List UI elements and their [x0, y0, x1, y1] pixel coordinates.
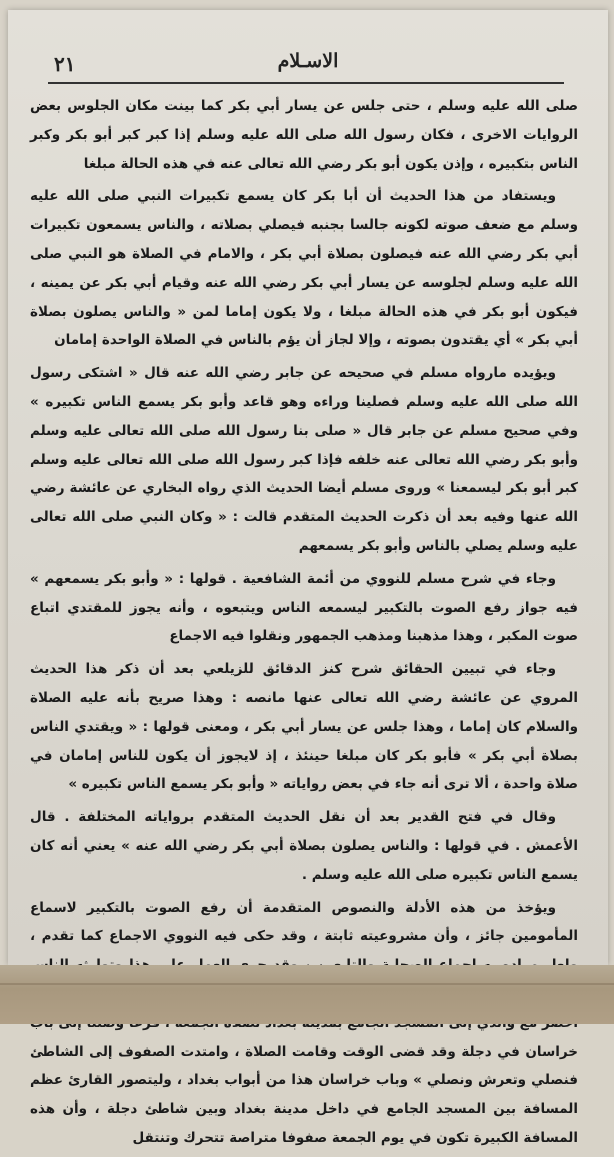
header-rule: [48, 82, 564, 84]
paragraph-7: ويؤخذ من هذه الأدلة والنصوص المتقدمة أن رفع الصوت بالتكبير لاسماع المأمومين جائز ، وأن مشروعيته ثابتة ، وقد حكى فيه النووي الاجماع كما تقدم ، خراسان في دجلة وقد قضى الوقت وقامت الصلاة ، وامتدت الصفوف إلى الشاطئ فنصلي وتعرش ونصلي » وباب خراسان هذا من أبواب بغداد ، وليتصور القارئ عظم المسافة بين المسجد الجامع في داخل مدينة بغداد وبين شاطئ دجلة ، وأن هذه المسافة الكبيرة تكون في يوم الجمعة صفوفا متراصة تتحرك وتنتقل: [30, 899, 578, 1146]
running-title: الاسـلام: [277, 50, 339, 72]
paragraph-1: صلى الله عليه وسلم ، حتى جلس عن يسار أبي بكر كما بينت مكان الجلوس بعض الروايات الاخرى ، فكان رسول الله صلى الله عليه وسلم إذا كبر كبر أبو بكر وكبر الناس بتكبيره ، وإذن يكون أبو بكر رضي الله تعالى عنه في هذه الحالة مبلغا: [30, 98, 578, 172]
paragraph-5: وجاء في تبيين الحقائق شرح كنز الدقائق للزيلعي بعد أن ذكر هذا الحديث المروي عن عائشة رضي الله تعالى عنها مانصه : وهذا صريح بأنه عليه الصلاة والسلام كان إماما ، وهذا جلس عن يسار أبي بكر ، ومعنى قولها : « ويقتدي الناس بصلاة أبي بكر » فأبو بكر كان مبلغا حينئذ ، إذ لايجوز أن يكون للناس إمامان في صلاة واحدة ، ألا ترى أنه جاء في بعض رواياته « وأبو بكر يسمع الناس تكبيره »: [30, 661, 578, 793]
paragraph-4: وجاء في شرح مسلم للنووي من أئمة الشافعية . قولها : « وأبو بكر يسمعهم » فيه جواز رفع الصوت بالتكبير ليسمعه الناس ويتبعوه ، وأنه يجوز للمقتدي اتباع صوت المكبر ، وهذا مذهبنا ومذهب الجمهور ونقلوا فيه الاجماع: [30, 570, 578, 645]
page-number: ٢١: [54, 52, 76, 76]
paragraph-6: وقال في فتح القدير بعد أن نقل الحديث المتقدم برواياته المختلفة . قال الأعمش . في قولها : والناس يصلون بصلاة أبي بكر رضي الله عنه » يعني أنه كان يسمع الناس تكبيره صلى الله عليه وسلم .: [30, 809, 578, 883]
running-header: [54, 48, 562, 82]
paragraph-3: ويؤيده مارواه مسلم في صحيحه عن جابر رضي الله عنه قال « اشتكى رسول الله صلى الله عليه وسلم فصلينا وراءه وهو قاعد وأبو بكر يسمع الناس تكبيره » وفي صحيح مسلم عن جابر قال « صلى بنا رسول الله صلى الله تعالى عليه وسلم وأبو بكر رضي الله تعالى عنه خلفه فإذا كبر رسول الله صلى الله تعالى عليه وسلم كبر أبو بكر ليسمعنا » وروى مسلم أيضا الحديث الذي رواه البخاري عن عائشة رضي الله عنها وفيه بعد أن ذكرت الحديث المتقدم قالت : « وكان النبي صلى الله تعالى عليه وسلم يصلي بالناس وأبو بكر يسمعهم: [30, 365, 578, 554]
paragraph-2: ويستفاد من هذا الحديث أن أبا بكر كان يسمع تكبيرات النبي صلى الله عليه وسلم مع ضعف صوته لكونه جالسا بجنبه فيصلي بصلاته ، والناس يسمعون تكبيرات أبي بكر رضي الله عنه فيصلون بصلاة أبي بكر ، والامام في الصلاة هو النبي صلى الله عليه وسلم لجلوسه عن يسار أبي بكر رضي الله عنه وقيام أبي بكر عن يمينه ، فيكون أبو بكر في هذه الحالة مبلغا ، ولا يكون إماما لمن « والناس يصلون بصلاة أبي بكر » أي يقتدون بصوته ، وإلا لجاز أن يؤم بالناس في الصلاة الواحدة إمامان: [30, 188, 578, 349]
table-surface: [0, 965, 614, 1024]
book-page: [8, 10, 608, 1146]
